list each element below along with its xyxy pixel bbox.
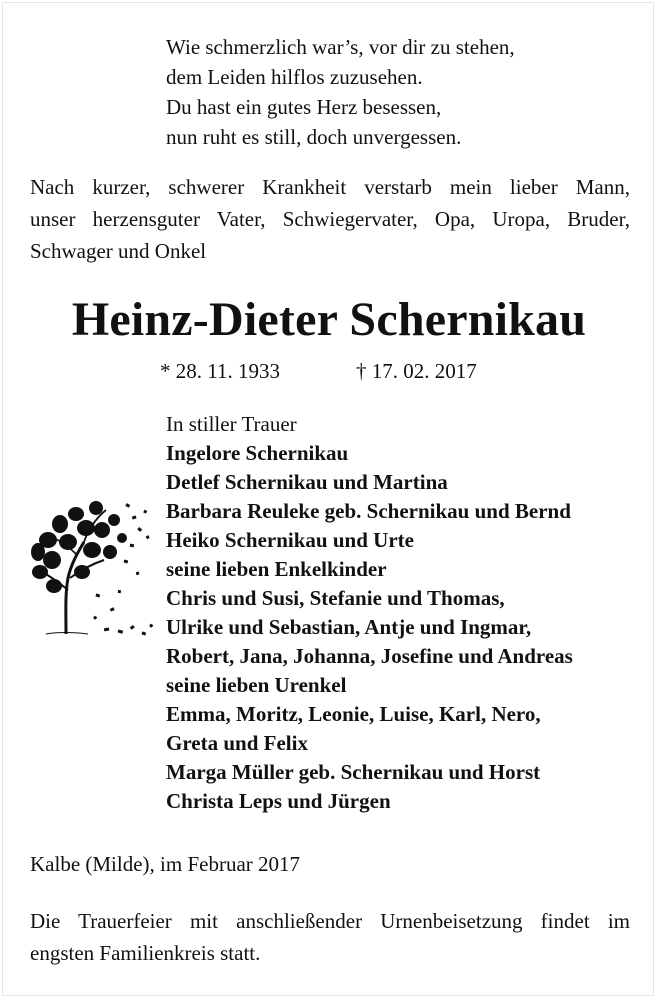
mourner-line: Chris und Susi, Stefanie und Thomas, (166, 586, 505, 610)
birth-date: * 28. 11. 1933 (160, 359, 280, 383)
funeral-notice (30, 905, 630, 969)
mourner-line: Christa Leps und Jürgen (166, 789, 391, 813)
funeral-line: engsten Familienkreis statt. (30, 941, 261, 965)
mourner-line: Robert, Jana, Johanna, Josefine und Andreas (166, 644, 573, 668)
mourner-line: Emma, Moritz, Leonie, Luise, Karl, Nero, (166, 702, 541, 726)
tree-icon (26, 494, 158, 642)
mourner-line: Barbara Reuleke geb. Schernikau und Bernd (166, 499, 571, 523)
poem-line: nun ruht es still, doch unvergessen. (166, 125, 462, 149)
poem-line: dem Leiden hilflos zuzusehen. (166, 65, 423, 89)
mourner-line: Ingelore Schernikau (166, 441, 349, 465)
announcement-line: unser herzensguter Vater, Schwiegervater, Opa, Uropa, Bruder, (30, 207, 630, 231)
poem-line: Wie schmerzlich war’s, vor dir zu stehen, (166, 35, 515, 59)
mourner-line: Ulrike und Sebastian, Antje und Ingmar, (166, 615, 532, 639)
mourner-line: seine lieben Enkelkinder (166, 557, 387, 581)
mourners-list (166, 410, 573, 816)
mourner-line: Greta und Felix (166, 731, 308, 755)
deceased-name: Heinz-Dieter Schernikau (71, 293, 587, 346)
death-announcement (30, 171, 630, 267)
mourner-line: Marga Müller geb. Schernikau und Horst (166, 760, 541, 784)
mourner-line: Detlef Schernikau und Martina (166, 470, 448, 494)
funeral-line: Die Trauerfeier mit anschließender Urnenbeisetzung findet im (30, 909, 630, 933)
memorial-poem (166, 32, 515, 152)
mourner-line: Heiko Schernikau und Urte (166, 528, 414, 552)
mourner-line: seine lieben Urenkel (166, 673, 347, 697)
announcement-line: Nach kurzer, schwerer Krankheit verstarb mein lieber Mann, (30, 175, 630, 199)
mourners-heading: In stiller Trauer (166, 412, 297, 436)
death-date: † 17. 02. 2017 (356, 359, 477, 383)
announcement-line: Schwager und Onkel (30, 239, 207, 263)
poem-line: Du hast ein gutes Herz besessen, (166, 95, 442, 119)
place-and-date: Kalbe (Milde), im Februar 2017 (30, 852, 301, 876)
